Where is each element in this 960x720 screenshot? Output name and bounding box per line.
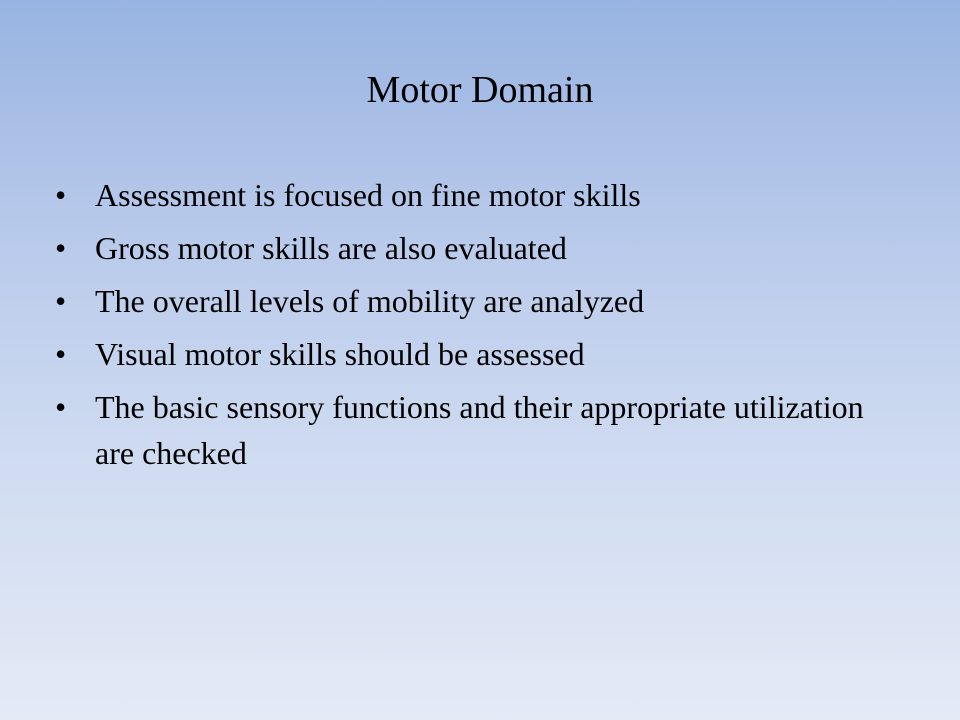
slide-title: Motor Domain xyxy=(366,69,594,111)
bullet-text: Gross motor skills are also evaluated xyxy=(95,230,567,266)
bullet-text: Visual motor skills should be assessed xyxy=(95,336,585,372)
bullet-marker: • xyxy=(55,177,67,213)
bullet-item xyxy=(55,225,875,271)
bullet-list xyxy=(55,172,875,483)
bullet-text: Assessment is focused on fine motor skills xyxy=(95,177,641,213)
bullet-marker: • xyxy=(55,230,67,266)
bullet-item xyxy=(55,172,875,218)
bullet-item xyxy=(55,384,875,476)
bullet-text: The basic sensory functions and their appropriate utilization are checked xyxy=(95,389,864,471)
bullet-marker: • xyxy=(55,336,67,372)
bullet-item xyxy=(55,331,875,377)
bullet-item xyxy=(55,278,875,324)
bullet-marker: • xyxy=(55,283,67,319)
bullet-marker: • xyxy=(55,389,67,425)
bullet-text: The overall levels of mobility are analyzed xyxy=(95,283,645,319)
